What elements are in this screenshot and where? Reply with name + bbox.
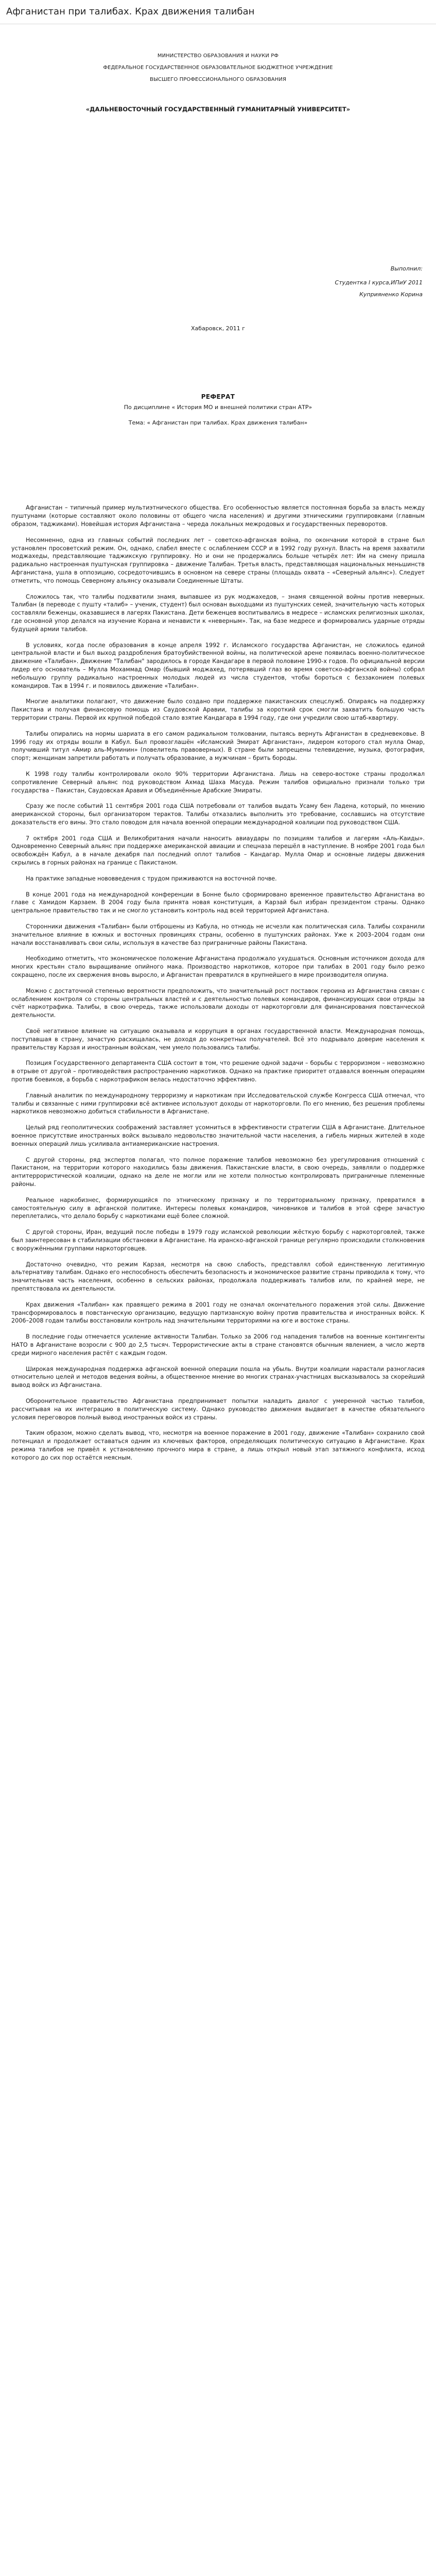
body-paragraph: Целый ряд геополитических соображений заставляет усомниться в эффективности стратегии США в Афганистане. Длительное военное присутствие иностранных войск вызывало недовольство значительной части населения, а гибель мирных жителей в ходе военных операций лишь усиливала антиамериканские настроения. <box>11 1124 425 1147</box>
body-paragraph: К 1998 году талибы контролировали около 90% территории Афганистана. Лишь на северо-востоке страны продолжал сопротивление Северный альянс под руководством Ахмад Шаха Масуда. Режим талибов официально признали только три государства – Пакистан, Саудовская Аравия и Объединённые Арабские Эмираты. <box>11 770 425 794</box>
author-block <box>11 264 425 299</box>
body-paragraph: Позиция Государственного департамента США состоит в том, что решение одной задачи – борьбы с терроризмом – невозможно в отрыве от другой – противодействия распространению наркотиков. Однако на практике приоритет отдавался военным операциям против боевиков, а борьба с наркотрафиком велась недостаточно эффективно. <box>11 1060 425 1083</box>
university-name: «ДАЛЬНЕВОСТОЧНЫЙ ГОСУДАРСТВЕННЫЙ ГУМАНИТАРНЫЙ УНИВЕРСИТЕТ» <box>85 106 351 113</box>
body-paragraph: 7 октября 2001 года США и Великобритания начали наносить авиаудары по позициям талибов и лагерям «Аль-Каиды». Одновременно Северный альянс при поддержке американской авиации и спецназа перешёл в наступление. В ноябре 2001 года был освобождён Кабул, а в начале декабря пал последний оплот талибов – Кандагар. Мулла Омар и основные лидеры движения скрылись в горных районах на границе с Пакистаном. <box>11 835 425 867</box>
body-paragraph: Многие аналитики полагают, что движение было создано при поддержке пакистанских спецслужб. Опираясь на поддержку Пакистана и получая финансовую помощь из Саудовской Аравии, талибы за короткий срок смогли захватить большую часть территории страны. Первой их крупной победой стало взятие Кандагара в 1994 году, где они учредили свою штаб-квартиру. <box>11 698 425 721</box>
author-course: Студентка I курса,ИПиУ 2011 <box>335 279 423 286</box>
body-paragraph: Талибы опирались на нормы шариата в его самом радикальном толковании, пытаясь вернуть Афганистан в средневековье. В 1996 году их отряды вошли в Кабул. Был провозглашён «Исламский Эмират Афганистан», лидером которого стал мулла Омар, получивший титул «Амир аль-Муминин» (повелитель правоверных). В стране были запрещены телевидение, музыка, фотография, спорт; женщинам запретили работать и получать образование, а мужчинам – брить бороды. <box>11 730 425 762</box>
body-paragraph: Сторонники движения «Талибан» были отброшены из Кабула, но отнюдь не исчезли как политическая сила. Талибы сохранили значительное влияние в южных и восточных провинциях страны, особенно в пуштунских районах. Уже к 2003–2004 годам они начали восстанавливать свои силы, используя в качестве баз приграничные районы Пакистана. <box>11 923 425 946</box>
title-page <box>11 52 425 114</box>
report-body <box>11 504 425 1462</box>
author-label: Выполнил: <box>390 265 423 272</box>
body-paragraph: Сложилось так, что талибы подхватили знамя, выпавшее из рук моджахедов, – знамя священной войны против неверных. Талибан (в переводе с пушту «талиб» – ученик, студент) был основан выходцами из пуштунских семей, значительную часть которых составляли беженцы, оказавшиеся в лагерях Пакистана. Дети беженцев воспитывались в медресе – исламских религиозных школах, где основной упор делался на изучение Корана и ненависти к «неверным». Так, на базе медресе и формировались ударные отряды будущей армии талибов. <box>11 593 425 633</box>
page-header <box>0 0 436 24</box>
education-level-line: ВЫСШЕГО ПРОФЕССИОНАЛЬНОГО ОБРАЗОВАНИЯ <box>149 77 286 82</box>
page-title: Афганистан при талибах. Крах движения талибан <box>6 6 255 17</box>
ministry-line: МИНИСТЕРСТВО ОБРАЗОВАНИЯ И НАУКИ РФ <box>157 53 279 59</box>
body-paragraph: На практике западные нововведения с трудом приживаются на восточной почве. <box>26 875 277 882</box>
body-paragraph: Главный аналитик по международному терроризму и наркотикам при Исследовательской службе Конгресса США отмечал, что талибы и связанные с ними группировки всё активнее используют доходы от наркоторговли. По его мнению, без решения проблемы наркотиков невозможно добиться стабильности в Афганистане. <box>11 1092 425 1115</box>
body-paragraph: Достаточно очевидно, что режим Карзая, несмотря на свою слабость, представлял собой единственную легитимную альтернативу талибам. Однако его неспособность обеспечить безопасность и экономическое развитие страны приводила к тому, что значительная часть населения, особенно в сельских районах, продолжала поддерживать талибов или, по крайней мере, не препятствовала их деятельности. <box>11 1261 425 1292</box>
author-name: Куприяненко Корина <box>359 291 423 298</box>
body-paragraph: Несомненно, одна из главных событий последних лет – советско-афганская война, по окончании которой в стране был установлен просоветский режим. Он, однако, слабел вместе с ослаблением СССР и в 1992 году рухнул. Власть на время захватили моджахеды, представляющие таджикскую группировку. Но и они не продержались больше четырёх лет: Им на смену пришла радикально настроенная пуштунская группировка – движение Талибан. Третья власть, представляющая национальных меньшинств Афганистана, ушла в оппозицию, сосредоточившись в основном на севере страны (площадь охвата – «Северный альянс»). Следует отметить, что помощь Северному альянсу оказывали Соединенные Штаты. <box>11 536 425 584</box>
body-paragraph: Реальное наркобизнес, формирующийся по этническому признаку и по территориальному признаку, превратился в самостоятельную силу в афганской политике. Интересы полевых командиров, чиновников и талибов в этой сфере зачастую переплетались, что делало борьбу с наркотиками ещё более сложной. <box>11 1196 425 1220</box>
body-paragraph: В конце 2001 года на международной конференции в Бонне было сформировано временное правительство Афганистана во главе с Хамидом Карзаем. В 2004 году была принята новая конституция, а Карзай был избран президентом страны. Однако центральное правительство так и не смогло установить контроль над всей территорией Афганистана. <box>11 891 425 914</box>
body-paragraph: Сразу же после событий 11 сентября 2001 года США потребовали от талибов выдать Усаму бен Ладена, который, по мнению американской стороны, был организатором терактов. Талибы отказались выполнить это требование, сославшись на отсутствие доказательств его вины. Это стало поводом для начала военной операции международной коалиции под руководством США. <box>11 803 425 826</box>
body-paragraph: В условиях, когда после образования в конце апреля 1992 г. Исламского государства Афганистан, не сложилось единой центральной власти и был выход раздробления братоубийственной войны, на политической арене появилась военно-политическое движение «Талибан». Движение "Талибан" зародилось в городе Кандагаре в первой половине 1990-х годов. По официальной версии лидер его основатель – Мулла Мохаммад Омар (бывший моджахед, потерявший глаз во время советско-афганской войны) собрал небольшую группу радикально настроенных молодых людей из числа студентов, чтобы бороться с беззаконием полевых командиров. Так в 1994 г. и появилось движение «Талибан». <box>11 641 425 689</box>
report-subject: По дисциплине « История МО и внешней политики стран АТР» <box>124 403 312 411</box>
report-topic: Тема: « Афганистан при талибах. Крах движения талибан» <box>128 419 308 426</box>
body-paragraph: Широкая международная поддержка афганской военной операции пошла на убыль. Внутри коалиции нарастали разногласия относительно целей и методов ведения войны, а общественное мнение во многих странах-участницах высказывалось за скорейший вывод войск из Афганистана. <box>11 1365 425 1389</box>
body-paragraph: Своё негативное влияние на ситуацию оказывала и коррупция в органах государственной власти. Международная помощь, поступавшая в страну, зачастую расхищалась, не доходя до конкретных получателей. Всё это подрывало доверие населения к правительству Карзая и иностранным войскам, чем умело пользовались талибы. <box>11 1028 425 1051</box>
body-paragraph: Необходимо отметить, что экономическое положение Афганистана продолжало ухудшаться. Основным источником дохода для многих крестьян стало выращивание опийного мака. Производство наркотиков, которое при талибах в 2001 году было резко сокращено, после их свержения вновь выросло, и Афганистан превратился в крупнейшего в мире производителя опиума. <box>11 955 425 979</box>
document <box>0 24 436 1462</box>
body-paragraph: С другой стороны, Иран, ведущий после победы в 1979 году исламской революции жёсткую борьбу с наркоторговлей, также был заинтересован в стабилизации обстановки в Афганистане. На иранско-афганской границе регулярно происходили столкновения с вооружёнными группами наркоторговцев. <box>11 1229 425 1252</box>
institution-type-line: ФЕДЕРАЛЬНОЕ ГОСУДАРСТВЕННОЕ ОБРАЗОВАТЕЛЬНОЕ БЮДЖЕТНОЕ УЧРЕЖДЕНИЕ <box>103 65 333 71</box>
body-paragraph: Крах движения «Талибан» как правящего режима в 2001 году не означал окончательного поражения этой силы. Движение трансформировалось в повстанческую организацию, ведущую партизанскую войну против правительства и иностранных войск. К 2006–2008 годам талибы восстановили контроль над значительными территориями на юге и востоке страны. <box>11 1301 425 1325</box>
body-paragraph: Оборонительное правительство Афганистана предпринимает попытки наладить диалог с умеренной частью талибов, рассчитывая на их интеграцию в политическую систему. Однако руководство движения выдвигает в качестве обязательного условия переговоров полный вывод иностранных войск из страны. <box>11 1397 425 1421</box>
body-paragraph: Можно с достаточной степенью вероятности предположить, что значительный рост поставок героина из Афганистана связан с ослаблением контроля со стороны центральных властей и с деятельностью полевых командиров, финансирующих свои отряды за счёт наркотрафика. Талибы, в свою очередь, также использовали доходы от наркоторговли для финансирования повстанческой деятельности. <box>11 987 425 1019</box>
report-title: РЕФЕРАТ <box>201 393 235 400</box>
body-paragraph: В последние годы отмечается усиление активности Талибан. Только за 2006 год нападения талибов на военные контингенты НАТО в Афганистане возросли с 900 до 2,5 тысяч. Террористические акты в стране становятся обычным явлением, а число жертв среди мирного населения растёт с каждым годом. <box>11 1333 425 1357</box>
body-paragraph: С другой стороны, ряд экспертов полагал, что полное поражение талибов невозможно без урегулирования отношений с Пакистаном, на территории которого находились базы движения. Пакистанские власти, в свою очередь, заявляли о поддержке антитеррористической коалиции, однако на деле не могли или не хотели полностью контролировать приграничные племенные районы. <box>11 1156 425 1188</box>
city-year: Хабаровск, 2011 г <box>191 325 245 332</box>
body-paragraph: Афганистан – типичный пример мультиэтнического общества. Его особенностью является постоянная борьба за власть между пуштунами (которые составляют около половины от общего числа населения) и другими этническими группировками (главным образом, таджиками). Новейшая история Афганистана – череда локальных межродовых и государственных переворотов. <box>11 504 425 528</box>
body-paragraph: Таким образом, можно сделать вывод, что, несмотря на военное поражение в 2001 году, движение «Талибан» сохранило свой потенциал и продолжает оставаться одним из ключевых факторов, определяющих политическую ситуацию в Афганистане. Крах режима талибов не привёл к установлению прочного мира в стране, а лишь открыл новый этап затяжного конфликта, исход которого до сих пор остаётся неясным. <box>11 1430 425 1461</box>
